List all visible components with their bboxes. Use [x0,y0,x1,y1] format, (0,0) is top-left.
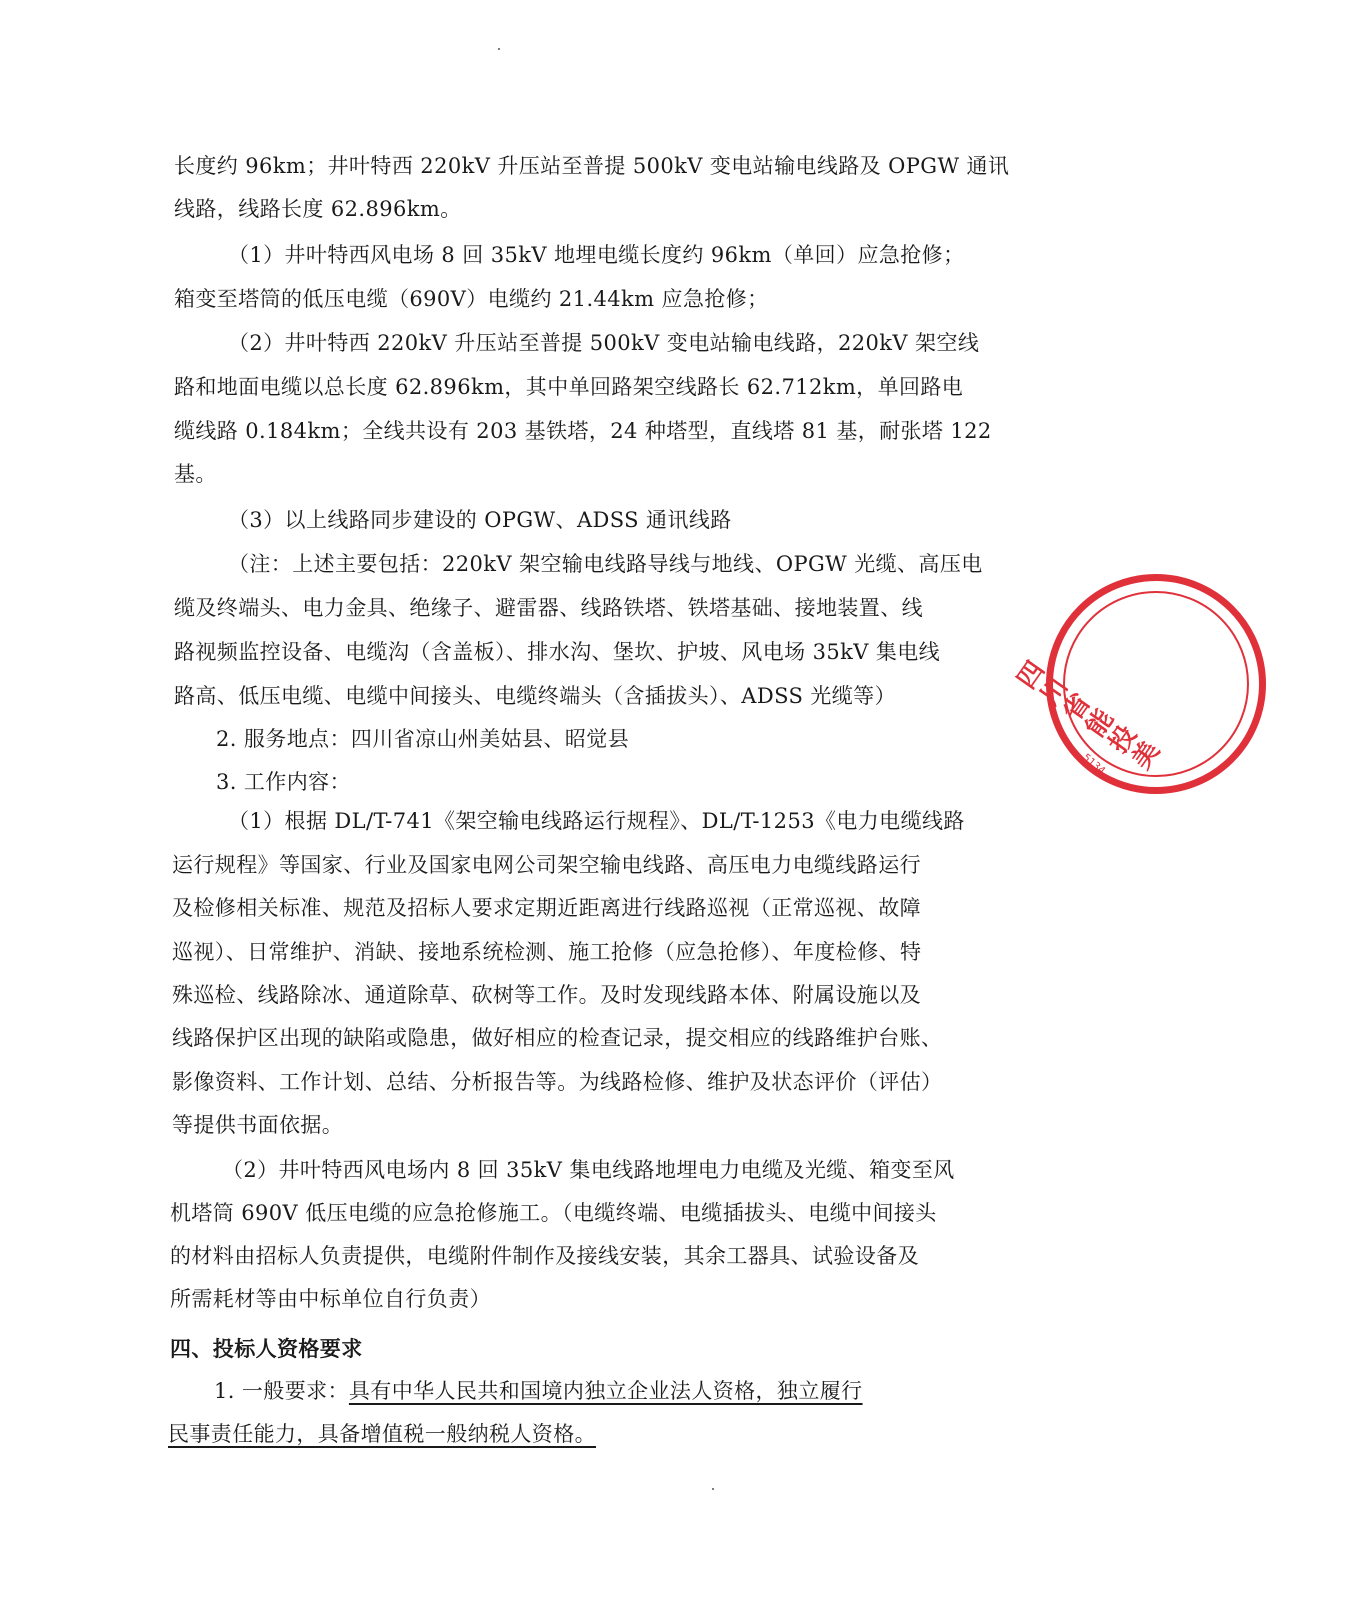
body-line-16: （1）根据 DL/T-741《架空输电线路运行规程》、DL/T-1253《电力电缆线路 [228,809,965,833]
company-seal [1011,574,1266,794]
body-line-17: 运行规程》等国家、行业及国家电网公司架空输电线路、高压电力电缆线路运行 [172,853,921,877]
body-line-5: （2）井叶特西 220kV 升压站至普提 500kV 变电站输电线路，220kV 架空线 [228,331,980,355]
body-line-27: 所需耗材等由中标单位自行负责） [170,1287,491,1311]
body-line-11: 缆及终端头、电力金具、绝缘子、避雷器、线路铁塔、铁塔基础、接地装置、线 [174,596,923,620]
scan-speck [498,48,500,50]
body-line-12: 路视频监控设备、电缆沟（含盖板）、排水沟、堡坎、护坡、风电场 35kV 集电线 [174,640,941,664]
requirement-line-1 [214,1375,1345,1407]
body-line-15: 3. 工作内容： [216,770,351,794]
body-line-4: 箱变至塔筒的低压电缆（690V）电缆约 21.44km 应急抢修； [174,287,769,311]
section-heading: 四、投标人资格要求 [170,1337,363,1361]
requirement-prefix: 1. 一般要求： [214,1379,349,1403]
requirement-text-1: 具有中华人民共和国境内独立企业法人资格，独立履行 [348,1379,863,1403]
requirement-line-2 [168,1418,1299,1450]
requirement-text-2: 民事责任能力，具备增值税一般纳税人资格。 [168,1422,596,1446]
body-line-21: 线路保护区出现的缺陷或隐患，做好相应的检查记录，提交相应的线路维护台账、 [172,1026,943,1050]
body-line-18: 及检修相关标准、规范及招标人要求定期近距离进行线路巡视（正常巡视、故障 [172,896,921,920]
seal-text: 四川省能投美 [1011,655,1166,775]
body-line-8: 基。 [174,462,217,486]
body-line-3: （1）井叶特西风电场 8 回 35kV 地埋电缆长度约 96km（单回）应急抢修； [228,243,965,267]
body-line-14: 2. 服务地点：四川省凉山州美姑县、昭觉县 [216,727,630,751]
body-line-25: 机塔筒 690V 低压电缆的应急抢修施工。（电缆终端、电缆插拔头、电缆中间接头 [170,1201,937,1225]
body-line-13: 路高、低压电缆、电缆中间接头、电缆终端头（含插拔头）、ADSS 光缆等） [174,684,896,708]
body-line-23: 等提供书面依据。 [172,1113,344,1137]
body-line-24: （2）井叶特西风电场内 8 回 35kV 集电线路地埋电力电缆及光缆、箱变至风 [222,1158,955,1182]
body-line-7: 缆线路 0.184km；全线共设有 203 基铁塔，24 种塔型，直线塔 81 基，耐张塔 122 [174,419,992,443]
body-line-1: 长度约 96km；井叶特西 220kV 升压站至普提 500kV 变电站输电线路及 OPGW 通讯 [174,154,1010,178]
body-line-20: 殊巡检、线路除冰、通道除草、砍树等工作。及时发现线路本体、附属设施以及 [172,983,921,1007]
body-line-2: 线路，线路长度 62.896km。 [174,197,462,221]
body-line-19: 巡视）、日常维护、消缺、接地系统检测、施工抢修（应急抢修）、年度检修、特 [172,940,922,964]
body-line-10: （注：上述主要包括：220kV 架空输电线路导线与地线、OPGW 光缆、高压电 [228,552,983,576]
body-line-9: （3）以上线路同步建设的 OPGW、ADSS 通讯线路 [228,508,732,532]
seal-number: 5134 [1080,752,1108,777]
body-line-6: 路和地面电缆以总长度 62.896km，其中单回路架空线路长 62.712km，单回路电 [174,375,964,399]
body-line-22: 影像资料、工作计划、总结、分析报告等。为线路检修、维护及状态评价（评估） [172,1070,943,1094]
scan-speck [712,1488,714,1490]
body-line-26: 的材料由招标人负责提供，电缆附件制作及接线安装，其余工器具、试验设备及 [170,1244,919,1268]
